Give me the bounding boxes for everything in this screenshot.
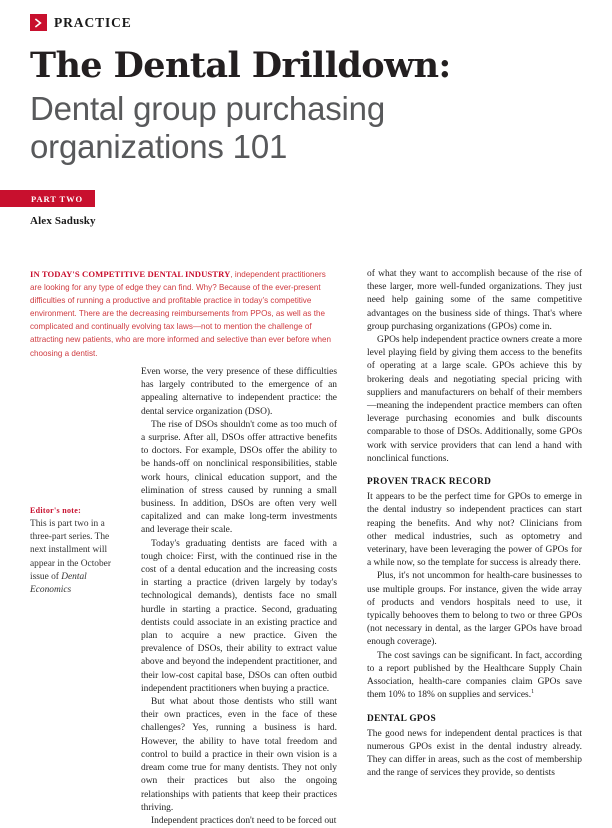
paragraph: Even worse, the very presence of these difficulties has largely contributed to the emergence of an appealing alternative to independent practice: the dental service organization (DSO).: [141, 367, 337, 417]
section-kicker: [30, 14, 132, 31]
editors-note: [30, 506, 116, 597]
column-middle: [141, 366, 337, 828]
part-badge-label: PART TWO: [31, 193, 84, 204]
deck-body: , independent practitioners are looking for any type of edge they can find. Why? Because of the ever-present difficulties of running a productive and profitable practice in today’s competitive environment. There are the decreasing reimbursements from PPOs, as well as the complicated and continually evolving tax laws—not to mention the challenge of attracting new patients, who are more informed and selective than ever before when choosing a dentist.: [30, 270, 331, 358]
byline: Alex Sadusky: [30, 215, 96, 227]
paragraph: GPOs help independent practice owners create a more level playing field by giving them access to the benefits of operating at a large scale. GPOs achieve this by brokering deals and negotiating special pricing with suppliers and manufacturers on behalf of their members—meaning the independent practice members can often leverage purchasing economies and bulk discounts comparable to those of DSOs. Additionally, some GPOs work with service providers that can lend a hand with nonclinical functions.: [367, 335, 582, 464]
editors-note-title: Editor's note:: [30, 506, 82, 515]
paragraph: Today's graduating dentists are faced with a tough choice: First, with the continued rise in the cost of a dental education and the increasing costs in starting a practice (driven largely by today's technological demands), dentists face no small hurdle in starting a practice. Second, graduating dentists could associate in an existing practice and plan to acquire a new practice. Given the prevalence of DSOs, their ability to extract value above and beyond the independent practitioner, and their low-cost capital base, DSOs can often outbid independent practitioners when buying a practice.: [141, 538, 337, 694]
paragraph: Independent practices don't need to be forced out: [151, 815, 337, 826]
paragraph: The good news for independent dental practices is that numerous GPOs exist in the dental industry already. They can differ in areas, such as the cost of membership and the range of services they provide, so dentists: [367, 728, 582, 779]
section-heading: PROVEN TRACK RECORD: [367, 477, 492, 488]
paragraph: The rise of DSOs shouldn't come as too much of a surprise. After all, DSOs offer attractive benefits to doctors. For example, DSOs offer the ability to be hands-off on nonclinical responsibilities, stable work hours, clinical education support, and the elimination of stress caused by running a small business. In addition, DSOs are often very well capitalized and can make long-term investments and leverage their scale.: [141, 419, 337, 536]
column-right: [367, 268, 582, 781]
chevron-right-icon: [30, 14, 47, 31]
paragraph: of what they want to accomplish because of the rise of these larger, more well-funded organizations. They just need help gaining some of the same competitive advantages on the business side of things. That's where group purchasing organizations (GPOs) come in.: [367, 269, 582, 332]
section-heading: DENTAL GPOS: [367, 713, 437, 724]
title-block: [30, 46, 590, 166]
article-subhead: Dental group purchasing organizations 101: [30, 90, 385, 165]
paragraph: It appears to be the perfect time for GPOs to emerge in the dental industry so independent practices can start reaping the benefits. And why not? Clinicians from other medical industries, such as optometry and veterinary, have been leveraging the power of GPOs for a while now, so the template for success is already there.: [367, 492, 582, 569]
article-deck: [30, 268, 337, 360]
part-badge: [0, 190, 95, 207]
section-kicker-label: PRACTICE: [54, 14, 132, 30]
paragraph: But what about those dentists who still want their own practices, even in the face of these challenges? Yes, running a business is hard. However, the ability to have total freedom and control to build a practice in their own vision is a dream come true for many dentists. They not only own their practices but also the ongoing relationships with patients that keep their practices thriving.: [141, 697, 337, 813]
paragraph: Plus, it's not uncommon for health-care businesses to use multiple groups. For instance, given the wide array of products and vendors hospitals need to use, it typically behooves them to belong to two or three GPOs (not necessary in dental, as the larger GPOs have broad enough coverage).: [367, 571, 582, 648]
editors-note-publication: Dental Economics: [30, 571, 87, 596]
editors-note-body: [30, 518, 116, 597]
paragraph: The cost savings can be significant. In fact, according to a report published by the Healthcare Supply Chain Association, health-care companies claim GPOs save them 10% to 18% on supplies and services.$^1$: [367, 650, 582, 701]
footnote-marker: 1: [531, 689, 535, 696]
article-headline: The Dental Drilldown:: [30, 45, 451, 86]
editors-note-text: This is part two in a three-part series. The next installment will appear in the October issue of: [30, 519, 111, 582]
deck-lead-in: IN TODAY'S COMPETITIVE DENTAL INDUSTRY: [30, 269, 231, 279]
